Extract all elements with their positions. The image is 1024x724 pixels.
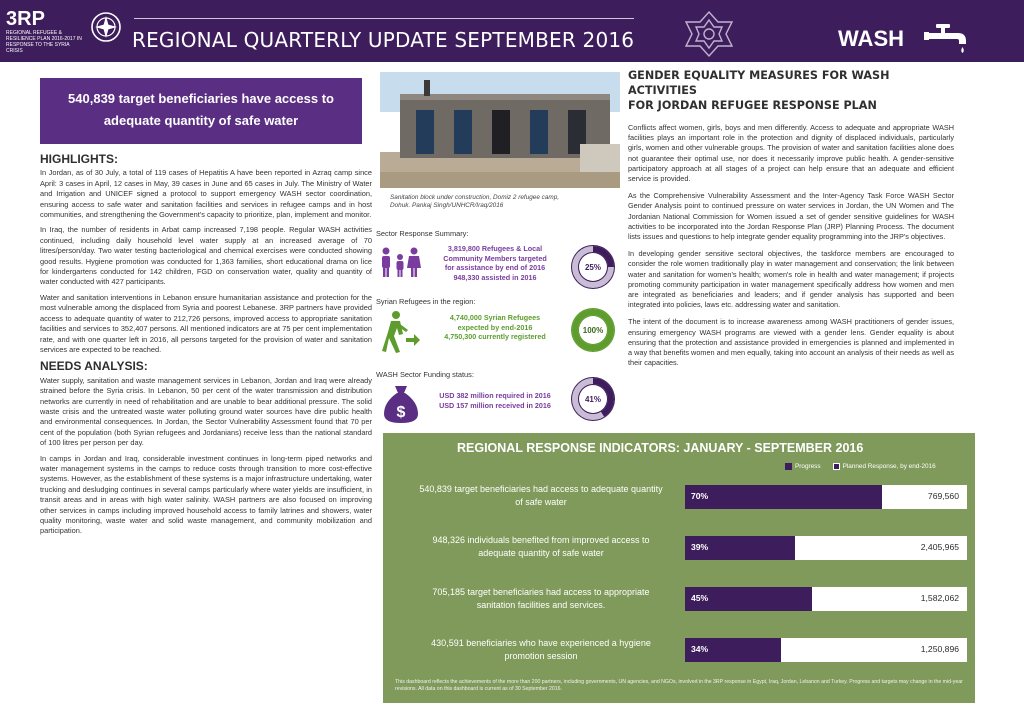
syrian-refugees-label: Syrian Refugees in the region: [376,297,476,306]
emblem-icon [90,11,122,43]
indicator-label [395,586,687,612]
caption-line1: Sanitation block under construction, Domiz 2 refugee camp, [390,194,560,201]
indicator-label-line1: 540,839 target beneficiaries had access to adequate quantity [419,484,663,494]
indicators-panel [383,433,975,703]
syrian-gauge-label: 100% [582,326,604,335]
syrian-line1: 4,740,000 Syrian Refugees [449,313,541,322]
highlights-paragraph: In Iraq, the number of residents in Arbat camp increased 7,198 people. Regular WASH activities continued, including daily household level water supply at an increased average of 70 litres/person/day. Two water testing bacteriological and chemical exercises were conducted showing good results. Hygiene promotion was conducted for 1,363 families, short educational drama on lice for kindergartens conducted for 142 children, FGD on conservation water, quality and quantity of water conducted with 427 participants. [40,225,372,287]
legend-progress [785,463,821,470]
indicator-label-line2: adequate quantity of safe water [478,548,604,558]
indicator-label [395,637,687,663]
legend-planned-label: Planned Response, by end-2016 [842,463,936,471]
indicator-percent: 45% [691,593,709,603]
sector-gauge [570,244,616,290]
header-divider [134,18,634,19]
syrian-gauge [570,307,616,353]
sector-line1: 3,819,800 Refugees & Local [447,244,543,253]
indicator-bar [685,536,967,560]
indicator-label [395,534,687,560]
highlights-paragraph: In Jordan, as of 30 July, a total of 119 cases of Hepatitis A have been reported in Azraq camp since April: 3 cases in April, 12 cases in May, 39 cases in June and 65 cases in July. The Ministry of Water and Irrigation and UNICEF signed a protocol to support emergency WASH sector coordination, ensuring access to safe water and sanitation facilities and services in refugee camps and in host communities, and strengthening the Government's capacity to prioritize, plan, implement and monitor. [40,168,372,220]
indicator-target: 2,405,965 [920,542,959,552]
legend-progress-label: Progress [795,463,821,471]
money-bag-icon [382,384,420,424]
header-banner [0,0,1024,62]
sector-summary-text [422,244,568,282]
indicator-label-line2: promotion session [504,651,578,661]
indicator-percent: 70% [691,491,709,501]
indicator-label-line1: 430,591 beneficiaries who have experienced a hygiene [431,638,651,648]
caption-line2: Dohuk. Pankaj Singh/UNHCR/Iraq/2016 [390,202,504,210]
gender-heading-line2: FOR JORDAN REFUGEE RESPONSE PLAN [628,99,877,112]
needs-heading: NEEDS ANALYSIS: [40,359,148,374]
highlights-paragraph: Water and sanitation interventions in Lebanon ensure humanitarian assistance and protection for the most vulnerable among the displaced from Syria and poorest Lebanese. 3RP partners have provided access to adequate quantity of water to 212,726 persons, improved access to appropriate sanitation facilities and services to 352,407 persons. All mentioned indicators are at 75 per cent implementation rate, and with one quarter left in 2016, all persons targeted for the provision of water and sanitation services are expected to be reached. [40,292,372,354]
gender-heading [628,68,954,113]
page-title: REGIONAL QUARTERLY UPDATE SEPTEMBER 2016 [132,28,635,52]
indicator-percent: 39% [691,542,709,552]
water-tap-icon [922,22,972,56]
sector-line4: 948,330 assisted in 2016 [453,272,537,282]
indicator-label-line1: 705,185 target beneficiaries had access to appropriate [432,587,650,597]
funding-line2: USD 157 million received in 2016 [439,400,551,410]
needs-paragraph: In camps in Jordan and Iraq, considerable investment continues in long-term piped networks and water management systems in the camps to reduce costs through transition to more cost-effective systems. However, as the establishment of these systems is a major infrastructure undertaking, water trucking and desludging continues in several camps particularly where water yields are insufficient, in transit areas and in areas with high water salinity. WASH partners are also focused on improving other services in camps including improved household access to family latrines and showers, water quality monitoring, waste water and solid waste management, and community mobilization and participation. [40,453,372,536]
key-figure-box [40,78,362,144]
syrian-line3: 4,750,300 currently registered [444,332,546,342]
key-figure-line1: 540,839 target beneficiaries have access to [68,91,334,106]
gender-paragraph: As the Comprehensive Vulnerability Assessment and the Inter-Agency Task Force WASH Sector Gender Analysis point to continued pressure on water services in Jordan, the UN Women and The Jordanian National Commission for Women issued a set of gender sensitive guidelines for WASH activities to be incorporated into the Jordan Response Plan (JRP) Planning Process. The document lists issues and questions to help integrate gender equality programming into the JRP's objectives. [628,191,954,242]
photo-caption [390,194,620,211]
gender-paragraph: In developing gender sensitive sectoral objectives, the taskforce members are encouraged to consider the role women traditionally play in water management and conservation; the link between water and sanitation for women's health; women's role in health and water management; if projects promoting community participation in water management specifically address how women and men are integrated as beneficiaries and leaders; and if gender analysis has supported and been integrated into policies, laws etc. addressing water and sanitation. [628,249,954,310]
indicator-label-line2: sanitation facilities and services. [476,600,606,610]
rosette-emblem-icon [674,8,744,60]
sector-line3: for assistance by end of 2016 [444,263,546,273]
indicator-label [395,483,687,509]
indicator-target: 769,560 [927,491,959,501]
funding-gauge [570,376,616,422]
indicator-target: 1,250,896 [920,644,959,654]
indicator-label-line2: of safe water [515,497,567,507]
indicators-footnote: This dashboard reflects the achievements of the more than 200 partners, including governments, UN agencies, and NGOs, involved in the 3RP response in Egypt, Iraq, Jordan, Lebanon and Turkey. Progress and targets may change in the mid-year revisions. All data on this dashboard is current as of 30 September 2016. [395,679,963,692]
indicator-label-line1: 948,326 individuals benefited from improved access to [432,535,650,545]
needs-paragraph: Water supply, sanitation and waste management services in Lebanon, Jordan and Iraq were already strained before the Syria crisis. In Lebanon, 50 per cent of the water transmission and distribution networks are currently in need of rehabilitation and are unable to bear additional pressure. The solid waste crisis and the untreated waste water polluting ground water sources have dire public health and environmental consequences. In Jordan, the Sector Vulnerability Assessment found that 70 per cent of the population (both Syrian refugees and Jordanians) receive less than the national standard of 100 litres per person per day. [40,375,372,448]
indicator-target: 1,582,062 [920,593,959,603]
legend-planned [833,463,936,470]
indicator-bar [685,638,967,662]
indicator-bar [685,485,967,509]
logo-subtitle: REGIONAL REFUGEE & RESILIENCE PLAN 2016-2017 IN RESPONSE TO THE SYRIA CRISIS [6,30,82,54]
gender-heading-line1: GENDER EQUALITY MEASURES FOR WASH ACTIVITIES [628,69,890,97]
gender-paragraph: Conflicts affect women, girls, boys and men differently. Access to adequate and appropriate WASH facilities plays an important role in the protection and dignity of displaced individuals, particularly girls, women and other vulnerable groups. The provision of water and sanitation facilities alone does not guarantee their optimal use, nor does it necessarily improve public health. A gender-sensitive participatory approach at all stages of a project can help ensure that an adequate and efficient service is provided. [628,123,954,184]
right-column [628,68,954,375]
indicators-title: REGIONAL RESPONSE INDICATORS: JANUARY - SEPTEMBER 2016 [457,441,864,455]
highlights-heading: HIGHLIGHTS: [40,152,118,166]
indicators-legend [785,463,936,470]
logo-text: 3RP [6,8,45,30]
sector-summary-label: Sector Response Summary: [376,229,469,238]
key-figure-line2: adequate quantity of safe water [103,113,299,128]
funding-status-label: WASH Sector Funding status: [376,370,474,379]
left-column [40,152,372,542]
funding-status-text [422,391,568,410]
3rp-logo [6,8,126,56]
sanitation-block-photo [380,72,620,188]
family-icon [378,246,422,278]
funding-line1: USD 382 million required in 2016 [439,391,551,400]
sector-name: WASH [838,26,904,51]
syrian-refugees-text [422,313,568,342]
sector-gauge-label: 25% [584,263,602,272]
refugee-walking-icon [380,310,420,354]
indicator-percent: 34% [691,644,709,654]
sector-line2: Community Members targeted [443,253,547,263]
funding-gauge-label: 41% [584,395,602,404]
indicator-bar [685,587,967,611]
indicator-progress-fill [685,485,882,509]
gender-paragraph: The intent of the document is to increase awareness among WASH practitioners of gender issues, ensuring emergency WASH programs are viewed with a gender lens. Gender equality is about ensuring that the protection and assistance provided in emergencies is planned and implemented in a way that benefits women and men equally, taking into account an analysis of their needs as well as their capacities. [628,317,954,368]
svg-text:$: $ [396,404,406,421]
syrian-line2: expected by end-2016 [457,322,533,332]
